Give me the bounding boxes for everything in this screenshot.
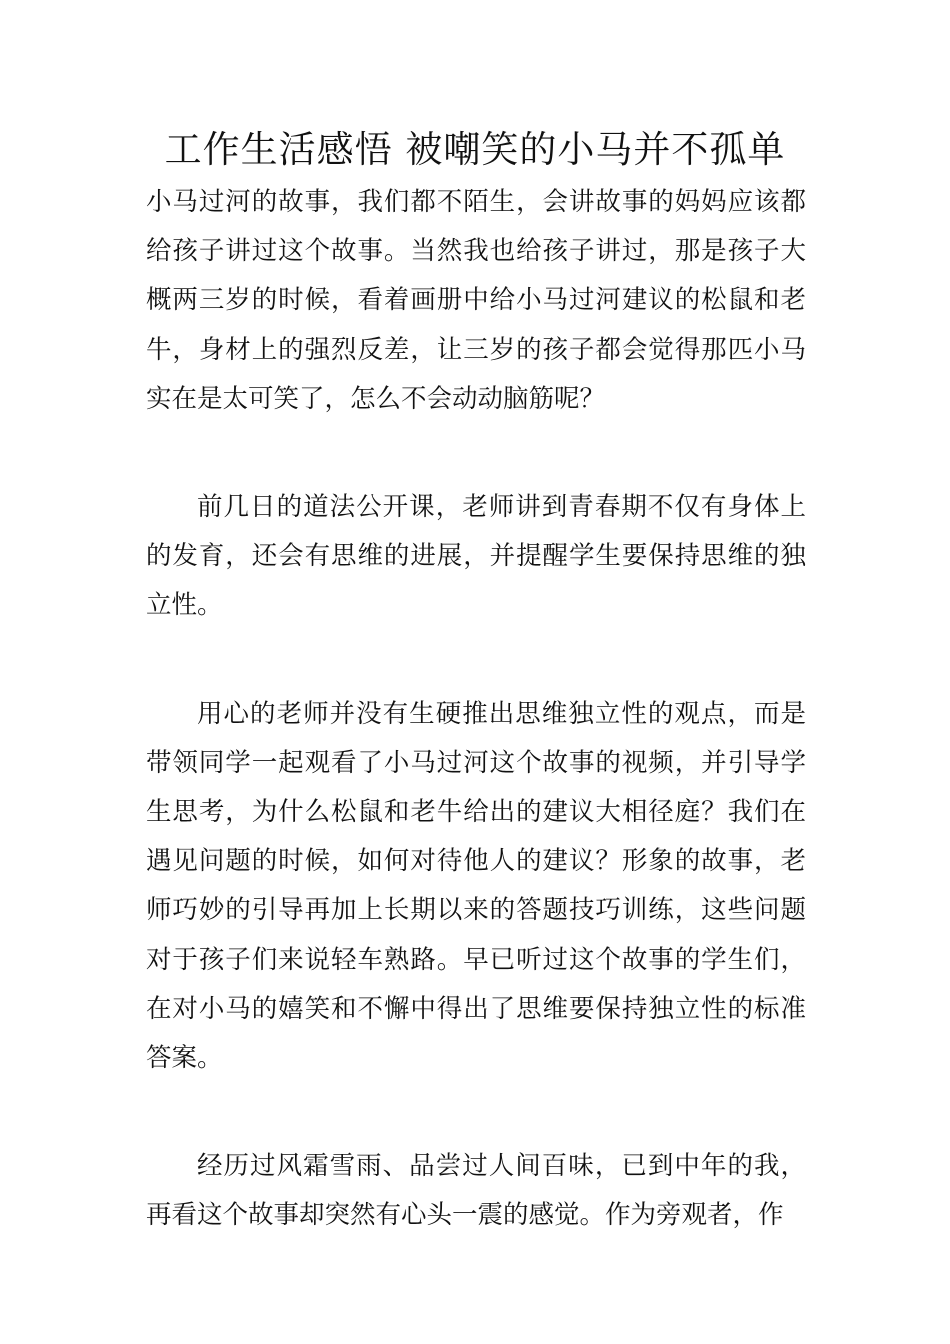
paragraph-3: 用心的老师并没有生硬推出思维独立性的观点，而是带领同学一起观看了小马过河这个故事的视频，并引导学生思考，为什么松鼠和老牛给出的建议大相径庭？我们在遇见问题的时候，如何对待他人的建议？形象的故事，老师巧妙的引导再加上长期以来的答题技巧训练，这些问题对于孩子们来说轻车熟路。早已听过这个故事的学生们，在对小马的嬉笑和不懈中得出了思维要保持独立性的标准答案。 (146, 698, 806, 1074)
paragraph-spacer (146, 1083, 806, 1142)
paragraph-2: 前几日的道法公开课，老师讲到青春期不仅有身体上的发育，还会有思维的进展，并提醒学生要保持思维的独立性。 (146, 492, 806, 621)
paragraph-4: 经历过风霜雪雨、品尝过人间百味，已到中年的我，再看这个故事却突然有心头一震的感觉。作为旁观者，作 (146, 1151, 806, 1231)
paragraph-1: 小马过河的故事，我们都不陌生，会讲故事的妈妈应该都给孩子讲过这个故事。当然我也给孩子讲过，那是孩子大概两三岁的时候，看着画册中给小马过河建议的松鼠和老牛，身材上的强烈反差，让三岁的孩子都会觉得那匹小马实在是太可笑了，怎么不会动动脑筋呢？ (146, 187, 806, 414)
document-title: 工作生活感悟 被嘲笑的小马并不孤单 (164, 128, 786, 171)
document-body (146, 178, 806, 1241)
paragraph-spacer (146, 424, 806, 483)
paragraph-spacer (146, 631, 806, 690)
